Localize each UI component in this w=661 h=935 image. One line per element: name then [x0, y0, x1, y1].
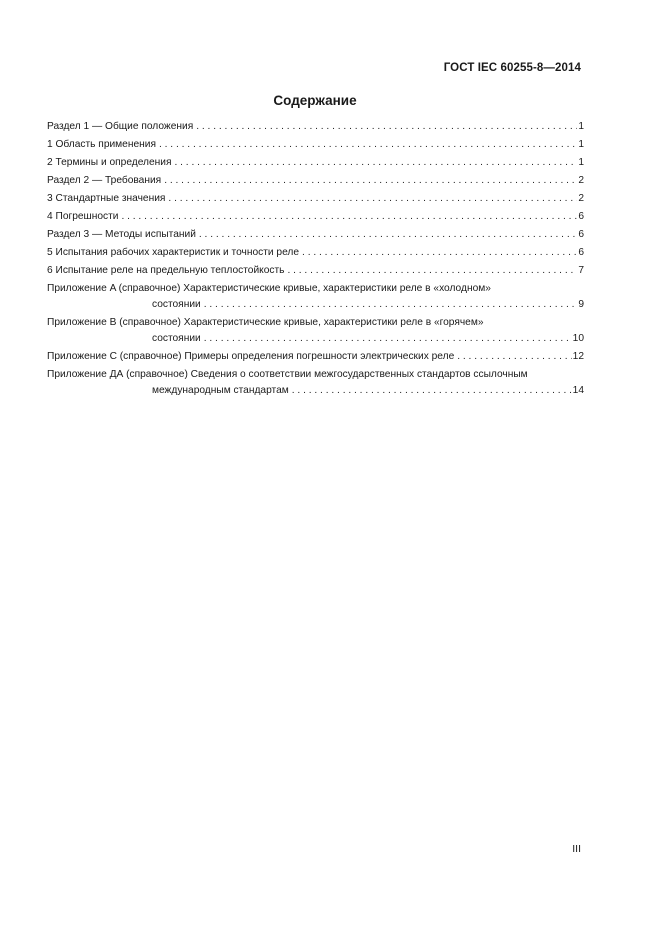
toc-entry-page: 1	[578, 157, 584, 168]
toc-entry-page: 6	[578, 229, 584, 240]
toc-entry-text: 4 Погрешности	[47, 211, 119, 222]
dot-leader	[196, 119, 577, 135]
toc-entry-page: 1	[578, 121, 584, 132]
toc-entry-page: 6	[578, 247, 584, 258]
toc-entry-page: 1	[578, 139, 584, 150]
toc-entry[interactable]	[47, 227, 584, 243]
toc-entry-text: Раздел 2 — Требования	[47, 175, 162, 186]
toc-entry-text: международным стандартам	[152, 385, 289, 396]
toc-entry[interactable]	[47, 119, 584, 135]
dot-leader	[302, 245, 577, 261]
toc-entry-text: 3 Стандартные значения	[47, 193, 166, 204]
toc-entry[interactable]	[47, 263, 584, 279]
document-code: ГОСТ IEC 60255-8—2014	[443, 62, 581, 74]
toc-entry-continuation	[47, 297, 584, 313]
toc-entry[interactable]	[47, 137, 584, 153]
dot-leader	[292, 383, 572, 399]
toc-entry-text: 5 Испытания рабочих характеристик и точности реле	[47, 247, 300, 258]
toc-entry[interactable]	[47, 191, 584, 207]
toc-entry-page: 14	[572, 385, 584, 396]
toc-entry-page: 2	[578, 175, 584, 186]
toc-entry-page: 10	[572, 333, 584, 344]
toc-entry[interactable]	[47, 245, 584, 261]
toc-entry-text: Приложение B (справочное) Характеристические кривые, характеристики реле в «горячем»	[47, 317, 484, 328]
toc-entry-text: Приложение ДА (справочное) Сведения о соответствии межгосударственных стандартов ссылочным	[47, 369, 528, 380]
toc-entry-continuation	[47, 331, 584, 347]
dot-leader	[164, 173, 577, 189]
toc-entry[interactable]	[47, 155, 584, 171]
toc-entry[interactable]	[47, 209, 584, 225]
toc-entry-page: 12	[572, 351, 584, 362]
dot-leader	[168, 191, 577, 207]
dot-leader	[159, 137, 577, 153]
toc-appendix-da[interactable]	[47, 367, 584, 399]
toc-entry-text: Приложение C (справочное) Примеры определения погрешности электрических реле	[47, 351, 455, 362]
dot-leader	[204, 331, 572, 347]
dot-leader	[121, 209, 577, 225]
dot-leader	[287, 263, 577, 279]
toc-entry-page: 9	[578, 299, 584, 310]
toc-entry-text: Раздел 1 — Общие положения	[47, 121, 194, 132]
toc-entry-continuation	[47, 383, 584, 399]
dot-leader	[199, 227, 577, 243]
toc-entry-page: 6	[578, 211, 584, 222]
toc-entry-text: 6 Испытание реле на предельную теплостойкость	[47, 265, 285, 276]
toc-entry-page: 2	[578, 193, 584, 204]
dot-leader	[174, 155, 577, 171]
toc-appendix-b[interactable]	[47, 315, 584, 347]
toc-appendix-a[interactable]	[47, 281, 584, 313]
toc-entry-text: состоянии	[152, 299, 201, 310]
toc-entry[interactable]	[47, 173, 584, 189]
toc-appendix-c[interactable]	[47, 349, 584, 365]
table-of-contents	[47, 119, 584, 399]
toc-entry-text: 2 Термины и определения	[47, 157, 172, 168]
dot-leader	[457, 349, 571, 365]
toc-entry-page: 7	[578, 265, 584, 276]
dot-leader	[204, 297, 578, 313]
toc-title: Содержание	[273, 93, 357, 108]
page-number: III	[572, 843, 581, 855]
toc-entry-text: Раздел 3 — Методы испытаний	[47, 229, 196, 240]
toc-entry-text: 1 Область применения	[47, 139, 156, 150]
toc-entry-text: Приложение A (справочное) Характеристические кривые, характеристики реле в «холодном»	[47, 283, 491, 294]
toc-entry-text: состоянии	[152, 333, 201, 344]
